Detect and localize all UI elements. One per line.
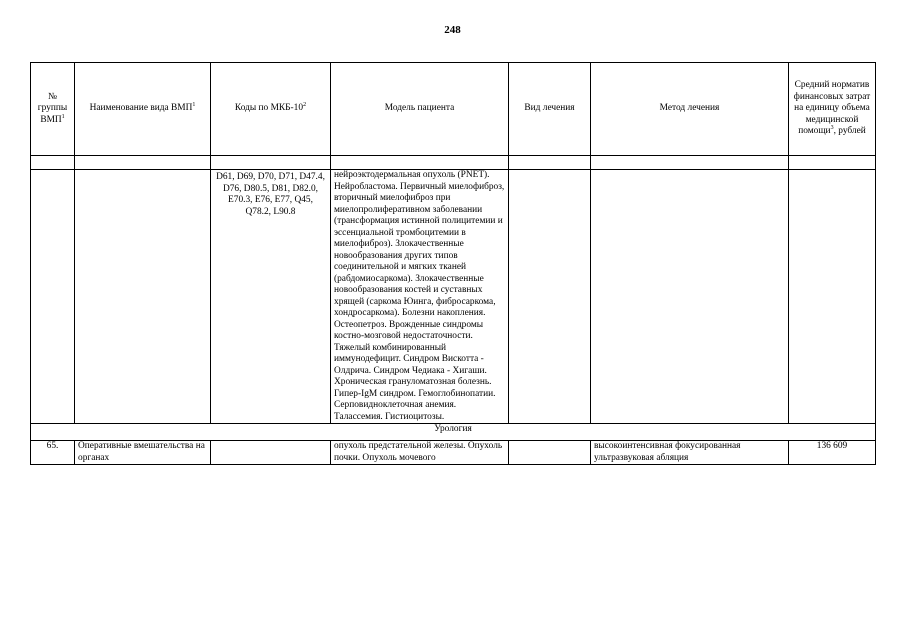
patient-model-cell: нейроэктодермальная опухоль (PNET). Нейробластома. Первичный миелофиброз, вторичный миелофиброз при миелопролиферативном заболевании (трансформация истинной полицитемии и эссенциальной тромбоцитемии в миелофиброз). Злокачественные новообразования других типов соединительной и мягких тканей (рабдомиосаркома). Злокачественные новообразования костей и суставных хрящей (саркома Юинга, фибросаркома, хондросаркома). Болезни накопления. Остеопетроз. Врожденные синдромы костно-мозговой недостаточности. Тяжелый комбинированный иммунодефицит. Синдром Вискотта - Олдрича. Синдром Чедиака - Хигаши. Хроническая грануломатозная болезнь. Гипер-IgM синдром. Гемоглобинопатии. Серповидноклеточная анемия. Талассемия. Гистиоцитозы.: [331, 170, 509, 424]
header-avg-cost: Средний норматив финансовых затрат на единицу объема медицинской помощи$^3$, рублей: [789, 63, 876, 156]
vmp-name-cell: Оперативные вмешательства на органах: [75, 441, 211, 465]
header-patient-model: Модель пациента: [331, 63, 509, 156]
patient-model-cell: опухоль предстательной железы. Опухоль почки. Опухоль мочевого: [331, 441, 509, 465]
icd-codes-cell: D61, D69, D70, D71, D47.4, D76, D80.5, D81, D82.0, E70.3, E76, E77, Q45, Q78.2, L90.8: [211, 170, 331, 424]
vmp-table: [30, 62, 876, 465]
section-row-urology: [31, 424, 876, 441]
treatment-method-cell: высокоинтенсивная фокусированная ультразвуковая абляция: [591, 441, 789, 465]
group-number-cell: 65.: [31, 441, 75, 465]
section-title: Урология: [31, 424, 876, 441]
header-treatment-method: Метод лечения: [591, 63, 789, 156]
table-spacer-row: [31, 156, 876, 170]
header-icd-codes: Коды по МКБ-$10^2$: [211, 63, 331, 156]
table-row-65: [31, 441, 876, 465]
table-row-continuation: [31, 170, 876, 424]
icd-codes-cell: [211, 441, 331, 465]
table-header-row: [31, 63, 876, 156]
treatment-type-cell: [509, 441, 591, 465]
header-treatment-type: Вид лечения: [509, 63, 591, 156]
page-number: 248: [444, 24, 461, 36]
header-group-no: № группы ВМП$^1$: [31, 63, 75, 156]
header-vmp-name: Наименование вида ВМП$^1$: [75, 63, 211, 156]
cost-cell: 136 609: [789, 441, 876, 465]
